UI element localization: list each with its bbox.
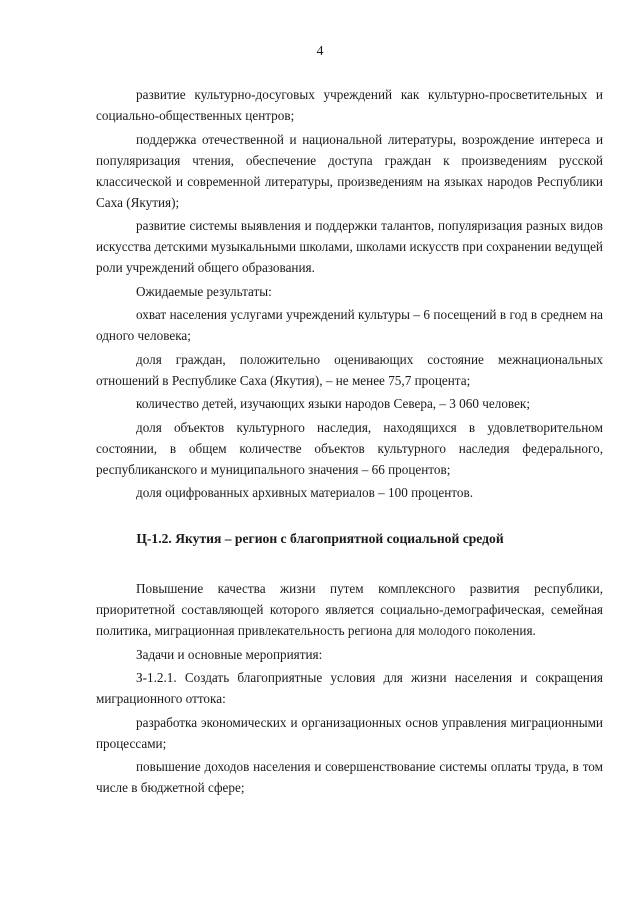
body-text-top xyxy=(96,84,603,506)
page-number: 4 xyxy=(316,44,324,59)
paragraph: доля оцифрованных архивных материалов – 100 процентов. xyxy=(136,485,474,500)
paragraph: доля граждан, положительно оценивающих состояние межнациональных отношений в Республике Саха (Якутия), – не менее 75,7 процента; xyxy=(96,351,603,388)
paragraph: Повышение качества жизни путем комплексного развития республики, приоритетной составляющей которого является социально-демографическая, семейная политика, миграционная привлекательность региона для молодого поколения. xyxy=(96,581,603,638)
paragraph: поддержка отечественной и национальной литературы, возрождение интереса и популяризация чтения, обеспечение доступа граждан к произведениям русской классической и современной литературы, произведениям на языках народов Республики Саха (Якутия); xyxy=(96,131,603,210)
paragraph: Ожидаемые результаты: xyxy=(136,283,272,299)
paragraph: доля объектов культурного наследия, находящихся в удовлетворительном состоянии, в общем количестве объектов культурного наследия федерального, республиканского и муниципального значения – 66 процентов; xyxy=(96,419,603,477)
paragraph: охват населения услугами учреждений культуры – 6 посещений в год в среднем на одного человека; xyxy=(96,307,603,343)
paragraph: количество детей, изучающих языки народов Севера, – 3 060 человек; xyxy=(136,396,530,411)
paragraph: Задачи и основные мероприятия: xyxy=(136,646,323,662)
section-heading: Ц-1.2. Якутия – регион с благоприятной социальной средой xyxy=(136,531,504,546)
body-text-bottom xyxy=(96,578,603,801)
paragraph: развитие системы выявления и поддержки талантов, популяризация разных видов искусства детскими музыкальными школами, школами искусств при сохранении ведущей роли учреждений общего образования. xyxy=(96,218,603,275)
paragraph: развитие культурно-досуговых учреждений как культурно-просветительных и социально-общественных центров; xyxy=(96,87,603,123)
paragraph: разработка экономических и организационных основ управления миграционными процессами; xyxy=(96,714,603,751)
paragraph: повышение доходов населения и совершенствование системы оплаты труда, в том числе в бюджетной сфере; xyxy=(96,759,603,795)
paragraph: З-1.2.1. Создать благоприятные условия для жизни населения и сокращения миграционного оттока: xyxy=(96,670,603,706)
